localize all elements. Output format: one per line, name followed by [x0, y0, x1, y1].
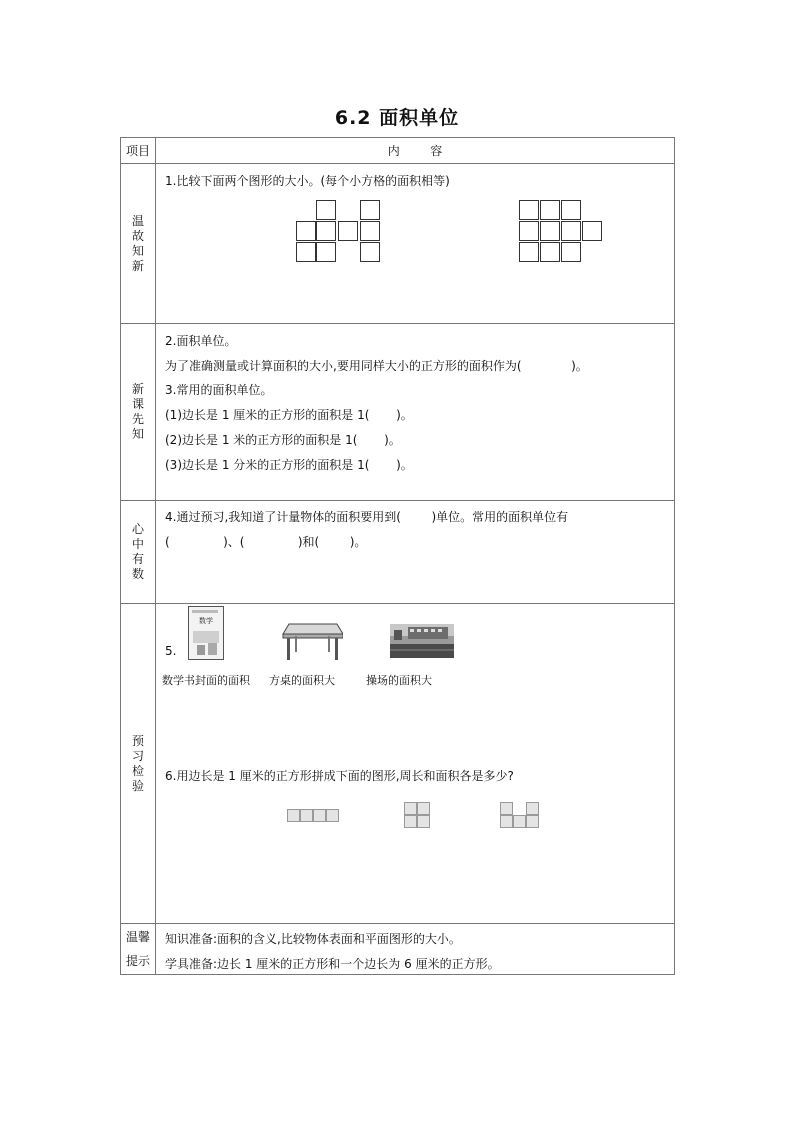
line-3-2: ( )、( )和( )。	[165, 535, 367, 549]
section-review-content	[156, 164, 675, 324]
worksheet-table	[120, 137, 675, 975]
caption-playground: 操场的面积大	[366, 674, 432, 687]
section-summary-content	[156, 501, 675, 604]
caption-table: 方桌的面积大	[269, 674, 335, 687]
section-tips	[121, 924, 675, 975]
math-book-image	[188, 606, 224, 660]
line-2-4: (1)边长是 1 厘米的正方形的面积是 1( )。	[165, 408, 413, 422]
section-summary-label: 心中有数	[121, 501, 156, 604]
section-review-label: 温故知新	[121, 164, 156, 324]
tip-knowledge: 知识准备:面积的含义,比较物体表面和平面图形的大小。	[165, 932, 461, 946]
header-row	[121, 138, 675, 164]
section-check-label: 预习检验	[121, 604, 156, 924]
line-2-1: 2.面积单位。	[165, 334, 237, 348]
tip-tools: 学具准备:边长 1 厘米的正方形和一个边长为 6 厘米的正方形。	[165, 957, 500, 971]
question-5: 5.	[165, 644, 177, 658]
question-6: 6.用边长是 1 厘米的正方形拼成下面的图形,周长和面积各是多少?	[165, 769, 514, 783]
section-tips-label: 温馨提示	[121, 924, 156, 975]
section-check	[121, 604, 675, 924]
shape-row-of-four	[287, 809, 343, 823]
section-summary	[121, 501, 675, 604]
book-title-text: 数学	[199, 617, 213, 625]
section-tips-content	[156, 924, 675, 975]
page-title: 6.2 面积单位	[334, 107, 460, 129]
square-table-image	[281, 620, 343, 660]
section-check-content	[156, 604, 675, 924]
header-project: 项目	[121, 138, 156, 164]
grid-figure-a	[296, 200, 386, 270]
playground-image	[390, 624, 454, 658]
line-3-1: 4.通过预习,我知道了计量物体的面积要用到( )单位。常用的面积单位有	[165, 510, 569, 524]
line-2-6: (3)边长是 1 分米的正方形的面积是 1( )。	[165, 458, 413, 472]
shape-u	[500, 802, 542, 830]
shape-two-by-two	[404, 802, 432, 830]
question-1: 1.比较下面两个图形的大小。(每个小方格的面积相等)	[165, 174, 450, 188]
line-2-3: 3.常用的面积单位。	[165, 383, 273, 397]
line-2-5: (2)边长是 1 米的正方形的面积是 1( )。	[165, 433, 401, 447]
section-preview-label: 新课先知	[121, 324, 156, 501]
section-preview	[121, 324, 675, 501]
caption-book: 数学书封面的面积	[162, 674, 250, 687]
grid-figure-b	[519, 200, 609, 270]
header-content: 内 容	[156, 138, 675, 164]
section-review	[121, 164, 675, 324]
line-2-2: 为了准确测量或计算面积的大小,要用同样大小的正方形的面积作为( )。	[165, 359, 588, 373]
section-preview-content	[156, 324, 675, 501]
